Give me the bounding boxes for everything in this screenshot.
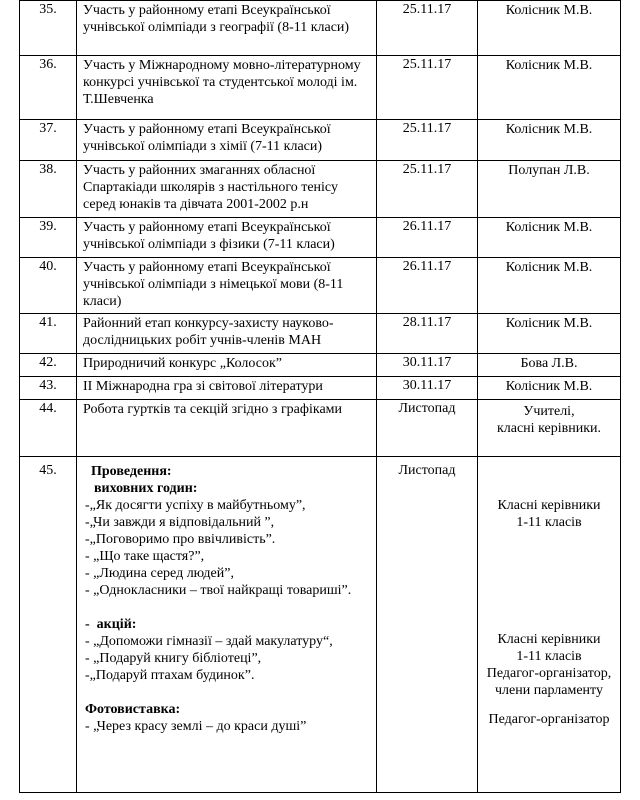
- responsible-person: Колісник М.В.: [505, 260, 593, 275]
- row-number: 38.: [20, 161, 77, 217]
- row-number: 39.: [20, 218, 77, 257]
- event-description: Участь у районному етапі Всеукраїнської учнівської олімпіади з фізики (7-11 класи): [77, 218, 377, 257]
- row-number: 36.: [20, 56, 77, 119]
- responsible-person: Учителі, класні керівники.: [496, 404, 602, 436]
- events-table: [19, 0, 621, 793]
- row-number: 44.: [20, 400, 77, 456]
- list-item: - „Людина серед людей”,: [85, 566, 234, 581]
- event-date: 26.11.17: [377, 258, 478, 313]
- event-description: Участь у районному етапі Всеукраїнської учнівської олімпіади з географії (8-11 класи): [77, 1, 377, 55]
- responsible-person: Колісник М.В.: [505, 122, 593, 137]
- responsible-person: Бова Л.В.: [520, 356, 578, 371]
- list-item: -„Як досягти успіху в майбутньому”,: [85, 498, 306, 513]
- row-number: 43.: [20, 377, 77, 399]
- table-row: [19, 258, 621, 314]
- responsible-person: [478, 457, 620, 792]
- row-number: 41.: [20, 314, 77, 353]
- table-row: [19, 120, 621, 161]
- list-item: -„Чи завжди я відповідальний ”,: [85, 515, 275, 530]
- event-description: Природничий конкурс „Колосок”: [77, 354, 377, 376]
- section-subheading: - акцій:: [85, 617, 137, 632]
- table-row: [19, 377, 621, 400]
- event-description: Участь у районних змаганнях обласної Спартакіади школярів з настільного тенісу серед юнаків та дівчата 2001-2002 р.н: [77, 161, 377, 217]
- list-item: - „Що таке щастя?”,: [85, 549, 205, 564]
- event-date: 30.11.17: [377, 354, 478, 376]
- event-date: 30.11.17: [377, 377, 478, 399]
- responsible-group: Класні керівники 1-11 класів Педагог-організатор, члени парламенту: [486, 632, 612, 698]
- table-row: [19, 161, 621, 218]
- section-heading: Проведення:: [91, 464, 172, 479]
- list-item: -„Подаруй птахам будинок”.: [85, 668, 255, 683]
- responsible-person: Колісник М.В.: [505, 220, 593, 235]
- row-number: 35.: [20, 1, 77, 55]
- event-description: Участь у районному етапі Всеукраїнської учнівської олімпіади з німецької мови (8-11 класи): [77, 258, 377, 313]
- event-description: [77, 457, 377, 792]
- table-row: [19, 0, 621, 56]
- event-description: Участь у районному етапі Всеукраїнської учнівської олімпіади з хімії (7-11 класи): [77, 120, 377, 160]
- list-item: - „Подаруй книгу бібліотеці”,: [85, 651, 262, 666]
- table-row: [19, 314, 621, 354]
- row-number: 42.: [20, 354, 77, 376]
- responsible-person: Колісник М.В.: [505, 3, 593, 18]
- row-number: 37.: [20, 120, 77, 160]
- section-subheading: Фотовиставка:: [85, 702, 181, 717]
- event-description: Робота гуртків та секцій згідно з графіками: [77, 400, 377, 456]
- event-date: 25.11.17: [377, 56, 478, 119]
- list-item: - „Допоможи гімназії – здай макулатуру“,: [85, 634, 333, 649]
- list-item: - „Через красу землі – до краси душі”: [85, 719, 307, 734]
- table-row: [19, 56, 621, 120]
- table-row: [19, 457, 621, 793]
- row-number: 40.: [20, 258, 77, 313]
- event-date: 28.11.17: [377, 314, 478, 353]
- row-number: 45.: [20, 457, 77, 792]
- responsible-person: Колісник М.В.: [505, 316, 593, 331]
- list-item: -„Поговоримо про ввічливість”.: [85, 532, 276, 547]
- responsible-person: Полупан Л.В.: [508, 163, 590, 178]
- event-date: 25.11.17: [377, 1, 478, 55]
- responsible-person: Колісник М.В.: [505, 58, 593, 73]
- responsible-group: Педагог-організатор: [488, 712, 610, 727]
- event-date: Листопад: [377, 457, 478, 792]
- responsible-group: Класні керівники 1-11 класів: [497, 498, 601, 530]
- table-row: [19, 354, 621, 377]
- actions-heading: акцій:: [96, 617, 137, 632]
- event-description: ІІ Міжнародна гра зі світової літератури: [77, 377, 377, 399]
- event-date: 26.11.17: [377, 218, 478, 257]
- section-subheading: виховних годин:: [94, 481, 198, 496]
- table-row: [19, 218, 621, 258]
- event-date: 25.11.17: [377, 161, 478, 217]
- event-date: 25.11.17: [377, 120, 478, 160]
- responsible-person: Колісник М.В.: [505, 379, 593, 394]
- table-row: [19, 400, 621, 457]
- event-description: Участь у Міжнародному мовно-літературному конкурсі учнівської та студентської молоді ім. Т.Шевченка: [77, 56, 377, 119]
- event-date: Листопад: [377, 400, 478, 456]
- event-description: Районний етап конкурсу-захисту науково-дослідницьких робіт учнів-членів МАН: [77, 314, 377, 353]
- list-item: - „Однокласники – твої найкращі товариші”.: [85, 583, 352, 598]
